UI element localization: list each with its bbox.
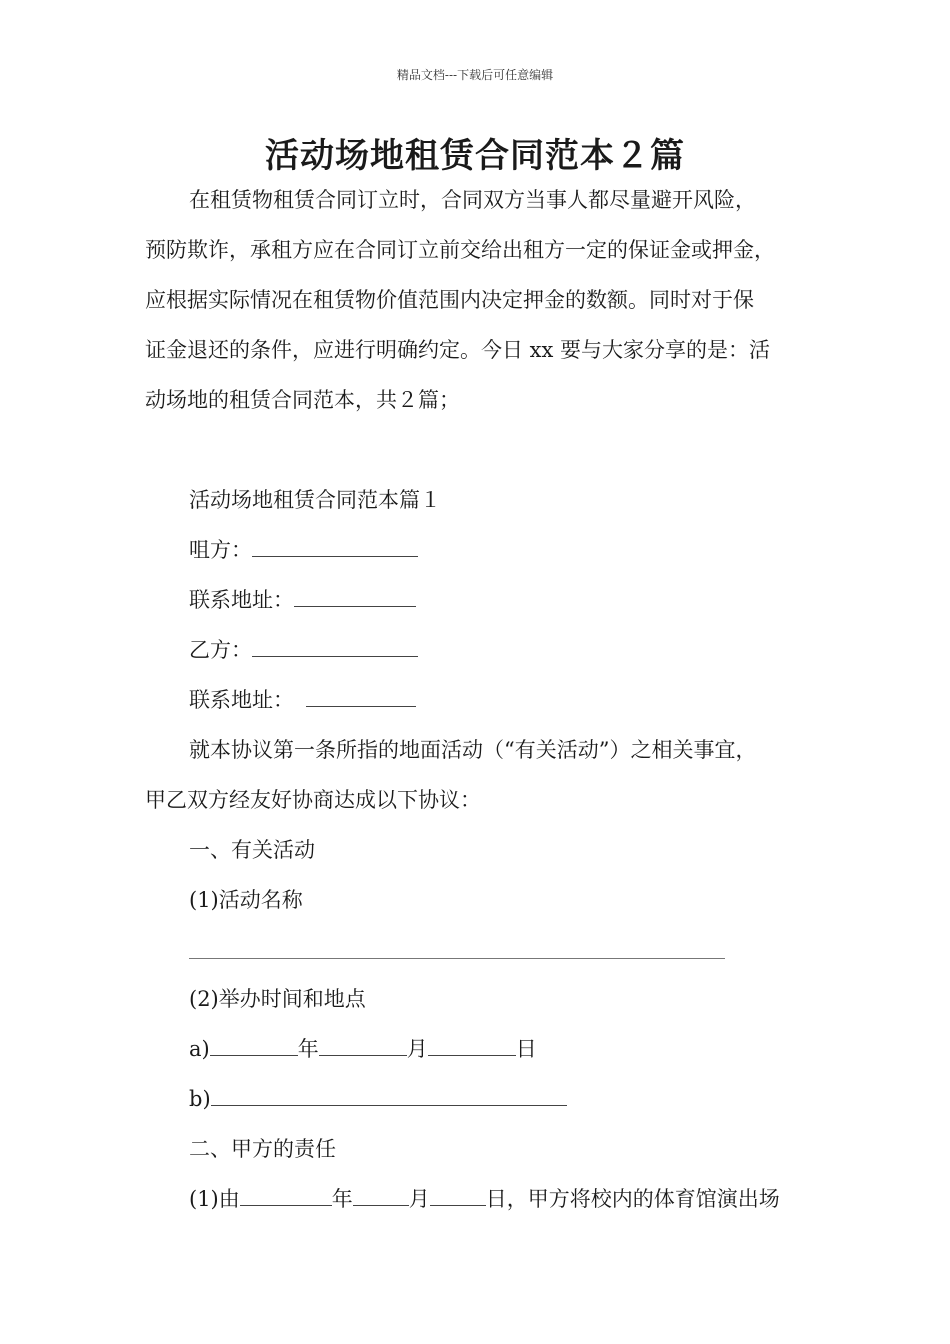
clause-1-item-2: (2)举办时间和地点: [189, 987, 366, 1011]
clause-2-item-1-prefix: (1)由: [189, 1187, 240, 1211]
address-blank-2[interactable]: [306, 686, 416, 707]
clause-2-day-blank[interactable]: [430, 1185, 486, 1206]
clause-2-item-1: [189, 1185, 780, 1213]
document-title: 活动场地租赁合同范本２篇: [265, 136, 685, 176]
agreement-line-1: 就本协议第一条所指的地面活动（“有关活动”）之相关事宜，: [189, 738, 757, 762]
day-label: 日: [515, 1037, 537, 1061]
address-row-2: [189, 686, 416, 714]
year-blank[interactable]: [210, 1035, 298, 1056]
agreement-line-2: 甲乙双方经友好协商达成以下协议：: [145, 788, 481, 812]
party-b-row: [189, 636, 418, 664]
address-blank-1[interactable]: [294, 586, 416, 607]
address-row-1: [189, 586, 416, 614]
clause-2-year-label: 年: [331, 1187, 353, 1211]
clause-1-item-1: (1)活动名称: [189, 888, 303, 912]
party-b-blank[interactable]: [252, 636, 418, 657]
location-blank[interactable]: [211, 1085, 567, 1106]
clause-2-month-label: 月: [408, 1187, 430, 1211]
month-label: 月: [406, 1037, 428, 1061]
activity-name-blank[interactable]: [189, 958, 725, 959]
clause-2-year-blank[interactable]: [240, 1185, 332, 1206]
header-note: 精品文档---下载后可任意编辑: [396, 68, 554, 82]
date-prefix-a: a): [189, 1037, 210, 1061]
clause-2-month-blank[interactable]: [353, 1185, 409, 1206]
party-a-row: [189, 536, 418, 564]
party-a-blank[interactable]: [252, 536, 418, 557]
address-label-2: 联系地址：: [189, 688, 294, 712]
intro-line-4: 证金退还的条件，应进行明确约定。今日 xx 要与大家分享的是：活: [145, 338, 771, 362]
address-label-1: 联系地址：: [189, 588, 294, 612]
party-b-label: 乙方：: [189, 638, 252, 662]
month-blank[interactable]: [319, 1035, 407, 1056]
date-row-a: [189, 1035, 537, 1063]
party-a-label: 咀方：: [189, 538, 252, 562]
clause-1-heading: 一、有关活动: [189, 838, 315, 862]
clause-2-heading: 二、甲方的责任: [189, 1137, 336, 1161]
section-title: 活动场地租赁合同范本篇１: [189, 488, 441, 512]
clause-2-item-1-suffix: 日，甲方将校内的体育馆演出场: [485, 1187, 780, 1211]
intro-line-5: 动场地的租赁合同范本，共２篇；: [145, 388, 460, 412]
date-prefix-b: b): [189, 1087, 211, 1111]
intro-line-3: 应根据实际情况在租赁物价值范围内决定押金的数额。同时对于保: [145, 288, 754, 312]
intro-line-1: 在租赁物租赁合同订立时，合同双方当事人都尽量避开风险，: [189, 188, 756, 212]
location-row-b: [189, 1085, 567, 1113]
day-blank[interactable]: [428, 1035, 516, 1056]
intro-line-2: 预防欺诈，承租方应在合同订立前交给出租方一定的保证金或押金，: [145, 238, 775, 262]
year-label: 年: [297, 1037, 319, 1061]
